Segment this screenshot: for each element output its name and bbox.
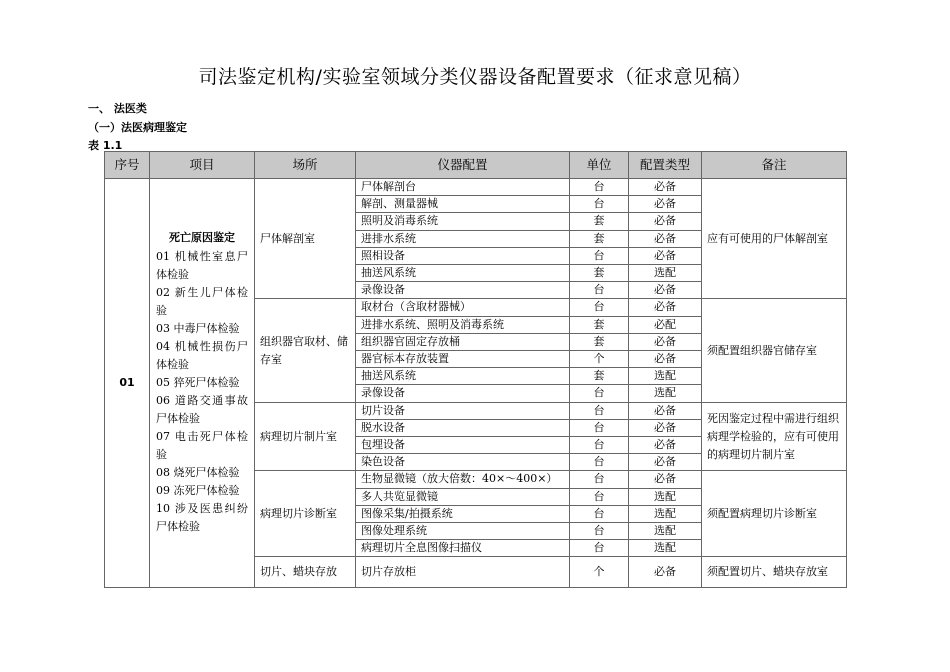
equipment-cell: 病理切片全息图像扫描仪 — [356, 540, 570, 557]
equipment-cell: 器官标本存放装置 — [356, 351, 570, 368]
unit-cell: 台 — [570, 471, 629, 488]
equipment-cell: 包埋设备 — [356, 437, 570, 454]
equipment-cell: 图像采集/拍摄系统 — [356, 505, 570, 522]
section-heading-forensic: 一、 法医类 — [88, 102, 147, 115]
type-cell: 必备 — [629, 333, 702, 350]
type-cell: 必备 — [629, 402, 702, 419]
table-row — [105, 179, 847, 196]
col-header-project: 项目 — [150, 152, 255, 179]
type-cell: 必备 — [629, 471, 702, 488]
unit-cell: 套 — [570, 316, 629, 333]
equipment-cell: 录像设备 — [356, 282, 570, 299]
type-cell: 选配 — [629, 523, 702, 540]
table-header-row — [105, 152, 847, 179]
place-cell: 病理切片诊断室 — [255, 471, 356, 557]
unit-cell: 台 — [570, 454, 629, 471]
unit-cell: 台 — [570, 247, 629, 264]
unit-cell: 个 — [570, 351, 629, 368]
unit-cell: 套 — [570, 333, 629, 350]
project-heading: 死亡原因鉴定 — [169, 231, 235, 245]
col-header-place: 场所 — [255, 152, 356, 179]
project-item: 04 机械性损伤尸体检验 — [156, 340, 248, 372]
section-heading-pathology: （一）法医病理鉴定 — [88, 121, 187, 134]
type-cell: 必备 — [629, 282, 702, 299]
equipment-cell: 进排水系统 — [356, 230, 570, 247]
equipment-cell: 图像处理系统 — [356, 523, 570, 540]
equipment-cell: 组织器官固定存放桶 — [356, 333, 570, 350]
project-item: 07 电击死尸体检验 — [156, 430, 248, 462]
unit-cell: 台 — [570, 505, 629, 522]
project-item: 02 新生儿尸体检验 — [156, 286, 248, 318]
type-cell: 必备 — [629, 299, 702, 316]
col-header-unit: 单位 — [570, 152, 629, 179]
unit-cell: 套 — [570, 230, 629, 247]
project-item: 01 机械性室息尸体检验 — [156, 250, 248, 282]
equipment-table — [104, 151, 847, 588]
type-cell: 必备 — [629, 557, 702, 588]
unit-cell: 台 — [570, 402, 629, 419]
unit-cell: 台 — [570, 419, 629, 436]
note-cell: 应有可使用的尸体解剖室 — [702, 179, 847, 299]
unit-cell: 个 — [570, 557, 629, 588]
type-cell: 必备 — [629, 213, 702, 230]
place-cell: 切片、蜡块存放 — [255, 557, 356, 588]
col-header-note: 备注 — [702, 152, 847, 179]
col-header-type: 配置类型 — [629, 152, 702, 179]
note-cell: 须配置组织器官储存室 — [702, 299, 847, 402]
unit-cell: 台 — [570, 179, 629, 196]
equipment-cell: 抽送风系统 — [356, 368, 570, 385]
equipment-cell: 染色设备 — [356, 454, 570, 471]
unit-cell: 台 — [570, 299, 629, 316]
col-header-seq: 序号 — [105, 152, 150, 179]
page-title: 司法鉴定机构/实验室领域分类仪器设备配置要求（征求意见稿） — [198, 66, 752, 88]
project-item: 03 中毒尸体检验 — [156, 322, 240, 336]
type-cell: 必备 — [629, 230, 702, 247]
equipment-cell: 尸体解剖台 — [356, 179, 570, 196]
type-cell: 选配 — [629, 368, 702, 385]
unit-cell: 套 — [570, 368, 629, 385]
equipment-cell: 脱水设备 — [356, 419, 570, 436]
unit-cell: 台 — [570, 385, 629, 402]
type-cell: 必备 — [629, 196, 702, 213]
type-cell: 必备 — [629, 247, 702, 264]
project-item: 05 猝死尸体检验 — [156, 376, 240, 390]
equipment-cell: 切片存放柜 — [356, 557, 570, 588]
unit-cell: 台 — [570, 540, 629, 557]
type-cell: 必备 — [629, 179, 702, 196]
place-cell: 病理切片制片室 — [255, 402, 356, 471]
equipment-cell: 录像设备 — [356, 385, 570, 402]
type-cell: 必配 — [629, 316, 702, 333]
type-cell: 选配 — [629, 540, 702, 557]
equipment-cell: 多人共览显微镜 — [356, 488, 570, 505]
note-cell: 死因鉴定过程中需进行组织病理学检验的，应有可使用的病理切片制片室 — [702, 402, 847, 471]
table-label: 表 1.1 — [88, 139, 123, 152]
equipment-cell: 取材台（含取材器械） — [356, 299, 570, 316]
type-cell: 选配 — [629, 488, 702, 505]
unit-cell: 套 — [570, 213, 629, 230]
col-header-equipment: 仪器配置 — [356, 152, 570, 179]
unit-cell: 套 — [570, 265, 629, 282]
equipment-cell: 切片设备 — [356, 402, 570, 419]
project-item: 10 涉及医患纠纷尸体检验 — [156, 502, 248, 534]
place-cell: 尸体解剖室 — [255, 179, 356, 299]
type-cell: 选配 — [629, 505, 702, 522]
type-cell: 必备 — [629, 437, 702, 454]
project-item: 08 烧死尸体检验 — [156, 466, 240, 480]
project-cell — [150, 179, 255, 588]
equipment-cell: 照明及消毒系统 — [356, 213, 570, 230]
unit-cell: 台 — [570, 437, 629, 454]
equipment-cell: 进排水系统、照明及消毒系统 — [356, 316, 570, 333]
unit-cell: 台 — [570, 523, 629, 540]
project-item: 09 冻死尸体检验 — [156, 484, 240, 498]
type-cell: 选配 — [629, 265, 702, 282]
note-cell: 须配置切片、蜡块存放室 — [702, 557, 847, 588]
unit-cell: 台 — [570, 282, 629, 299]
type-cell: 必备 — [629, 454, 702, 471]
unit-cell: 台 — [570, 196, 629, 213]
seq-cell: 01 — [105, 179, 150, 588]
unit-cell: 台 — [570, 488, 629, 505]
type-cell: 必备 — [629, 419, 702, 436]
equipment-cell: 照相设备 — [356, 247, 570, 264]
equipment-cell: 抽送风系统 — [356, 265, 570, 282]
equipment-cell: 生物显微镜（放大倍数：40×～400×） — [356, 471, 570, 488]
type-cell: 必备 — [629, 351, 702, 368]
equipment-cell: 解剖、测量器械 — [356, 196, 570, 213]
project-item: 06 道路交通事故尸体检验 — [156, 394, 248, 426]
note-cell: 须配置病理切片诊断室 — [702, 471, 847, 557]
type-cell: 选配 — [629, 385, 702, 402]
place-cell: 组织器官取材、储存室 — [255, 299, 356, 402]
